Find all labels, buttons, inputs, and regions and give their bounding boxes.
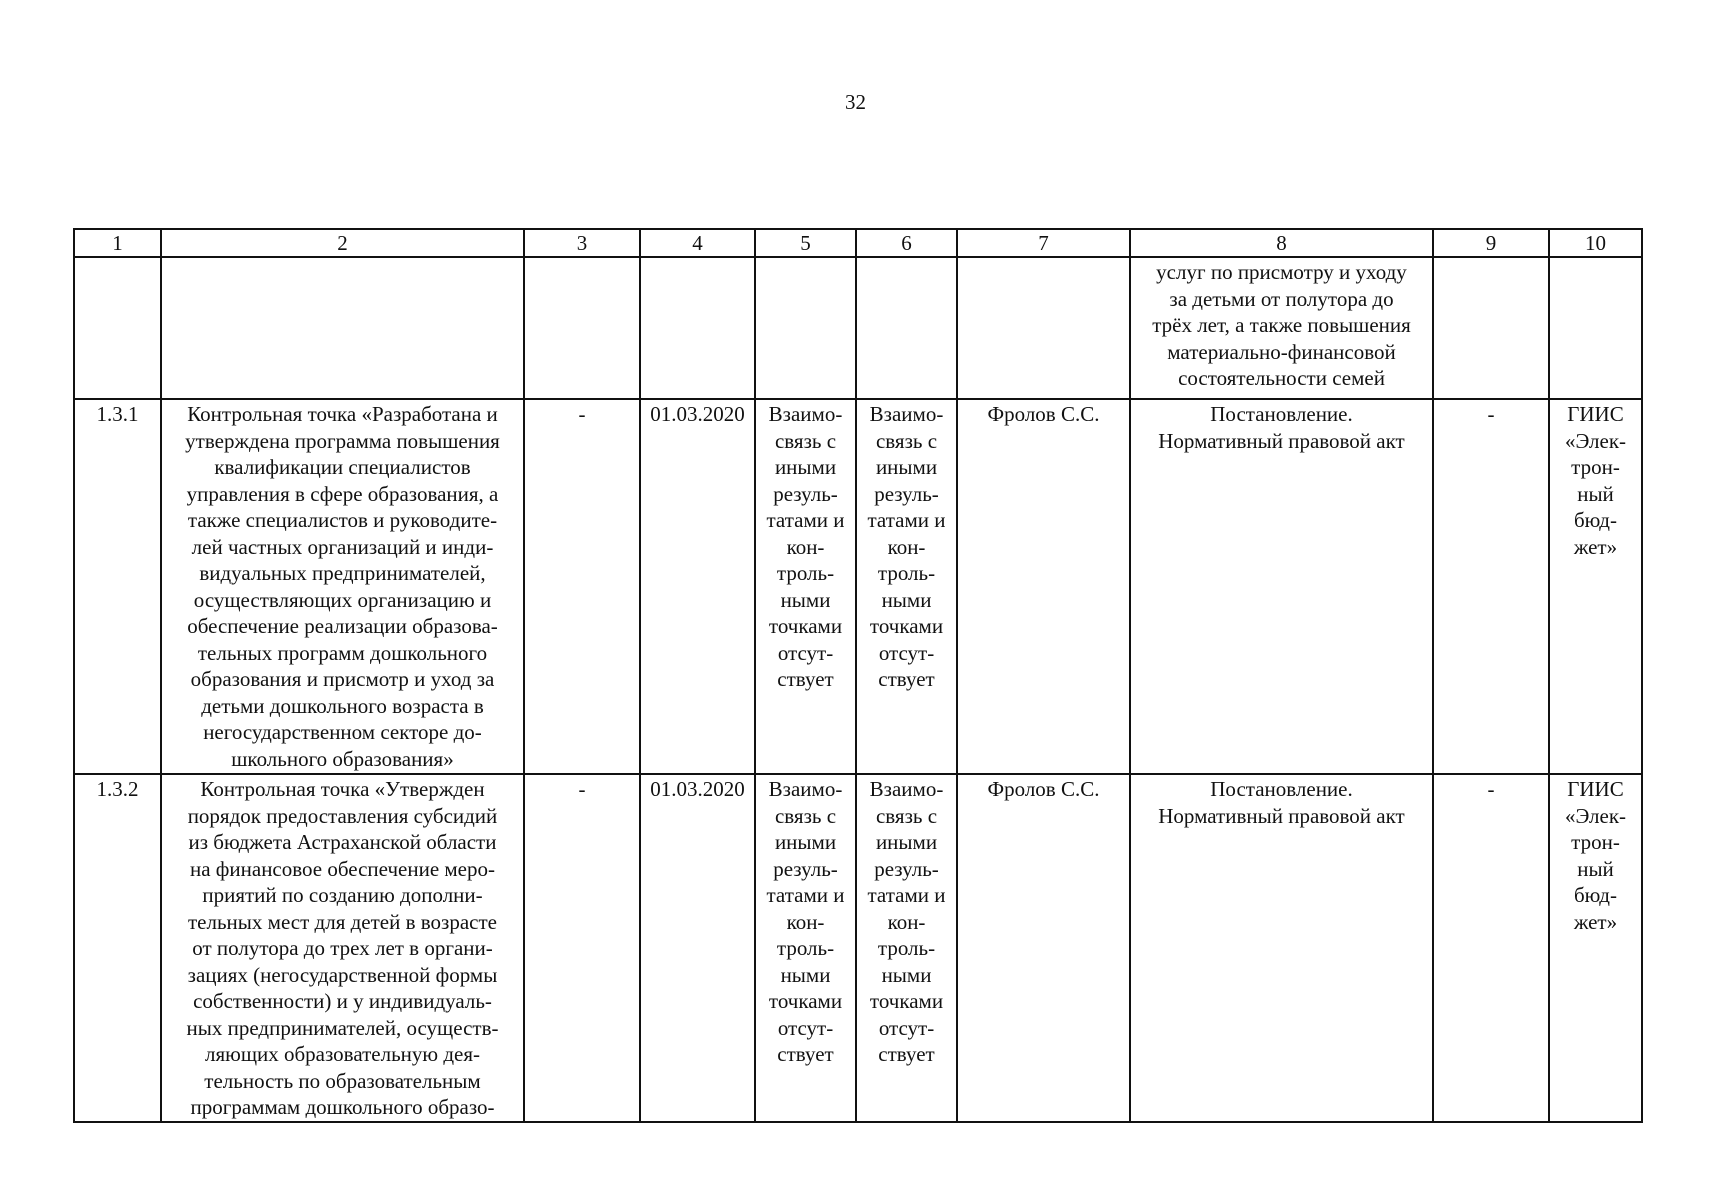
start-date-cell: - [524,399,640,774]
relation-line: точками [869,614,944,638]
relation-line: Взаимо- [768,777,843,801]
cont-cell-8-text [1130,257,1433,399]
description-line: программам дошкольного образо- [190,1095,495,1119]
header-cell-6: 6 [856,229,957,257]
system-line: «Элек- [1564,803,1627,828]
relation-line: иными [875,830,938,854]
information-system-cell [1549,399,1642,774]
description-line: зациях (негосударственной формы [187,962,498,987]
description-line: также специалистов и руководите- [187,508,498,532]
relation-line: связь с [774,428,837,453]
successor-cell [856,774,957,1122]
relation-line: троль- [877,936,936,960]
cont-line: за детьми от полутора до [1169,286,1394,311]
header-cell-7: 7 [957,229,1130,257]
relation-line: ствует [777,667,834,691]
relation-line: троль- [877,561,936,585]
plan-table [73,228,1643,1123]
relation-line: связь с [875,428,938,453]
result-line: Постановление. [1210,777,1353,801]
relation-line: ствует [878,1042,935,1066]
control-point-description [161,399,524,774]
continuation-row [74,257,1642,399]
cont-cell-9 [1433,257,1549,399]
relation-line: отсут- [777,1015,834,1040]
relation-line: отсут- [878,640,935,665]
relation-line: Взаимо- [869,402,944,426]
relation-line: точками [768,614,843,638]
header-cell-3: 3 [524,229,640,257]
result-line: Нормативный правовой акт [1158,428,1405,453]
description-line: порядок предоставления субсидий [187,803,498,828]
row-number: 1.3.1 [74,399,161,774]
control-point-description [161,774,524,1122]
cont-cell-6 [856,257,957,399]
relation-line: кон- [786,909,825,934]
predecessor-cell [755,399,856,774]
system-line: ГИИС [1567,777,1624,801]
description-line: лей частных организаций и инди- [191,534,494,559]
relation-line: кон- [887,909,926,934]
header-cell-9: 9 [1433,229,1549,257]
description-line: обеспечение реализации образова- [187,614,498,638]
system-line: бюд- [1574,508,1617,532]
table-row-1-3-1 [74,399,1642,774]
relation-line: ствует [878,667,935,691]
relation-line: кон- [786,534,825,559]
cont-cell-4 [640,257,755,399]
header-cell-4: 4 [640,229,755,257]
relation-line: резуль- [773,481,838,506]
start-date-cell: - [524,774,640,1122]
relation-line: точками [768,989,843,1013]
relation-line: троль- [776,936,835,960]
cont-cell-2 [161,257,524,399]
description-line: тельность по образовательным [204,1068,481,1093]
description-line: видуальных предпринимателей, [199,561,486,585]
header-cell-2: 2 [161,229,524,257]
header-cell-5: 5 [755,229,856,257]
description-line: от полутора до трех лет в органи- [192,936,493,960]
cont-cell-5 [755,257,856,399]
description-line: из бюджета Астраханской области [188,830,497,854]
result-cell [1130,399,1433,774]
relation-line: точками [869,989,944,1013]
description-line: квалификации специалистов [214,455,471,479]
description-line: управления в сфере образования, а [186,481,499,506]
cont-cell-10 [1549,257,1642,399]
information-system-cell [1549,774,1642,1122]
description-line: детьми дошкольного возраста в [201,693,484,718]
relation-line: ствует [777,1042,834,1066]
relation-line: троль- [776,561,835,585]
result-line: Постановление. [1210,402,1353,426]
result-line: Нормативный правовой акт [1158,803,1405,828]
description-line: приятий по созданию дополни- [202,883,483,907]
header-row [74,229,1642,257]
relation-line: отсут- [878,1015,935,1040]
cont-cell-1 [74,257,161,399]
end-date-cell: 01.03.2020 [640,399,755,774]
relation-line: татами и [766,883,845,907]
description-line: собственности) и у индивидуаль- [193,989,492,1013]
relation-line: ными [780,587,831,612]
relation-line: Взаимо- [869,777,944,801]
system-line: ный [1577,856,1614,881]
relation-line: ными [881,962,932,987]
relation-line: иными [875,455,938,479]
relation-line: резуль- [773,856,838,881]
description-line: ных предпринимателей, осуществ- [186,1015,499,1040]
header-cell-1: 1 [74,229,161,257]
description-line: образования и присмотр и уход за [190,667,495,691]
description-line: школьного образования» [231,746,454,771]
system-line: трон- [1571,455,1620,479]
cont-line: материально-финансовой [1167,339,1396,364]
description-line: негосударственном секторе до- [203,720,482,744]
cont-line: услуг по присмотру и уходу [1156,260,1407,284]
system-line: «Элек- [1564,428,1627,453]
system-line: ный [1577,481,1614,506]
successor-cell [856,399,957,774]
cont-cell-3 [524,257,640,399]
description-line: осуществляющих организацию и [193,587,492,612]
description-line: тельных мест для детей в возрасте [188,909,497,934]
relation-line: иными [774,830,837,854]
relation-line: связь с [774,803,837,828]
relation-line: татами и [867,508,946,532]
system-line: бюд- [1574,883,1617,907]
relation-line: татами и [766,508,845,532]
cont-cell-7 [957,257,1130,399]
system-line: трон- [1571,830,1620,854]
relation-line: ными [780,962,831,987]
relation-line: отсут- [777,640,834,665]
cont-line: состоятельности семей [1178,366,1385,390]
relation-line: кон- [887,534,926,559]
header-cell-10: 10 [1549,229,1642,257]
description-line: тельных программ дошкольного [197,640,488,665]
level-cell: - [1433,399,1549,774]
table-row-1-3-2 [74,774,1642,1122]
relation-line: иными [774,455,837,479]
system-line: жет» [1573,534,1618,559]
relation-line: татами и [867,883,946,907]
relation-line: связь с [875,803,938,828]
description-line: Контрольная точка «Разработана и [187,402,498,426]
system-line: жет» [1573,909,1618,934]
description-line: на финансовое обеспечение меро- [189,856,495,881]
header-cell-8: 8 [1130,229,1433,257]
relation-line: резуль- [874,481,939,506]
level-cell: - [1433,774,1549,1122]
description-line: ляющих образовательную дея- [205,1042,480,1066]
description-line: Контрольная точка «Утвержден [200,777,485,801]
result-cell [1130,774,1433,1122]
responsible-cell: Фролов С.С. [957,774,1130,1122]
relation-line: резуль- [874,856,939,881]
row-number: 1.3.2 [74,774,161,1122]
end-date-cell: 01.03.2020 [640,774,755,1122]
cont-line: трёх лет, а также повышения [1152,313,1411,337]
system-line: ГИИС [1567,402,1624,426]
relation-line: ными [881,587,932,612]
predecessor-cell [755,774,856,1122]
responsible-cell: Фролов С.С. [957,399,1130,774]
description-line: утверждена программа повышения [185,428,500,453]
relation-line: Взаимо- [768,402,843,426]
page-number: 32 [845,90,866,114]
